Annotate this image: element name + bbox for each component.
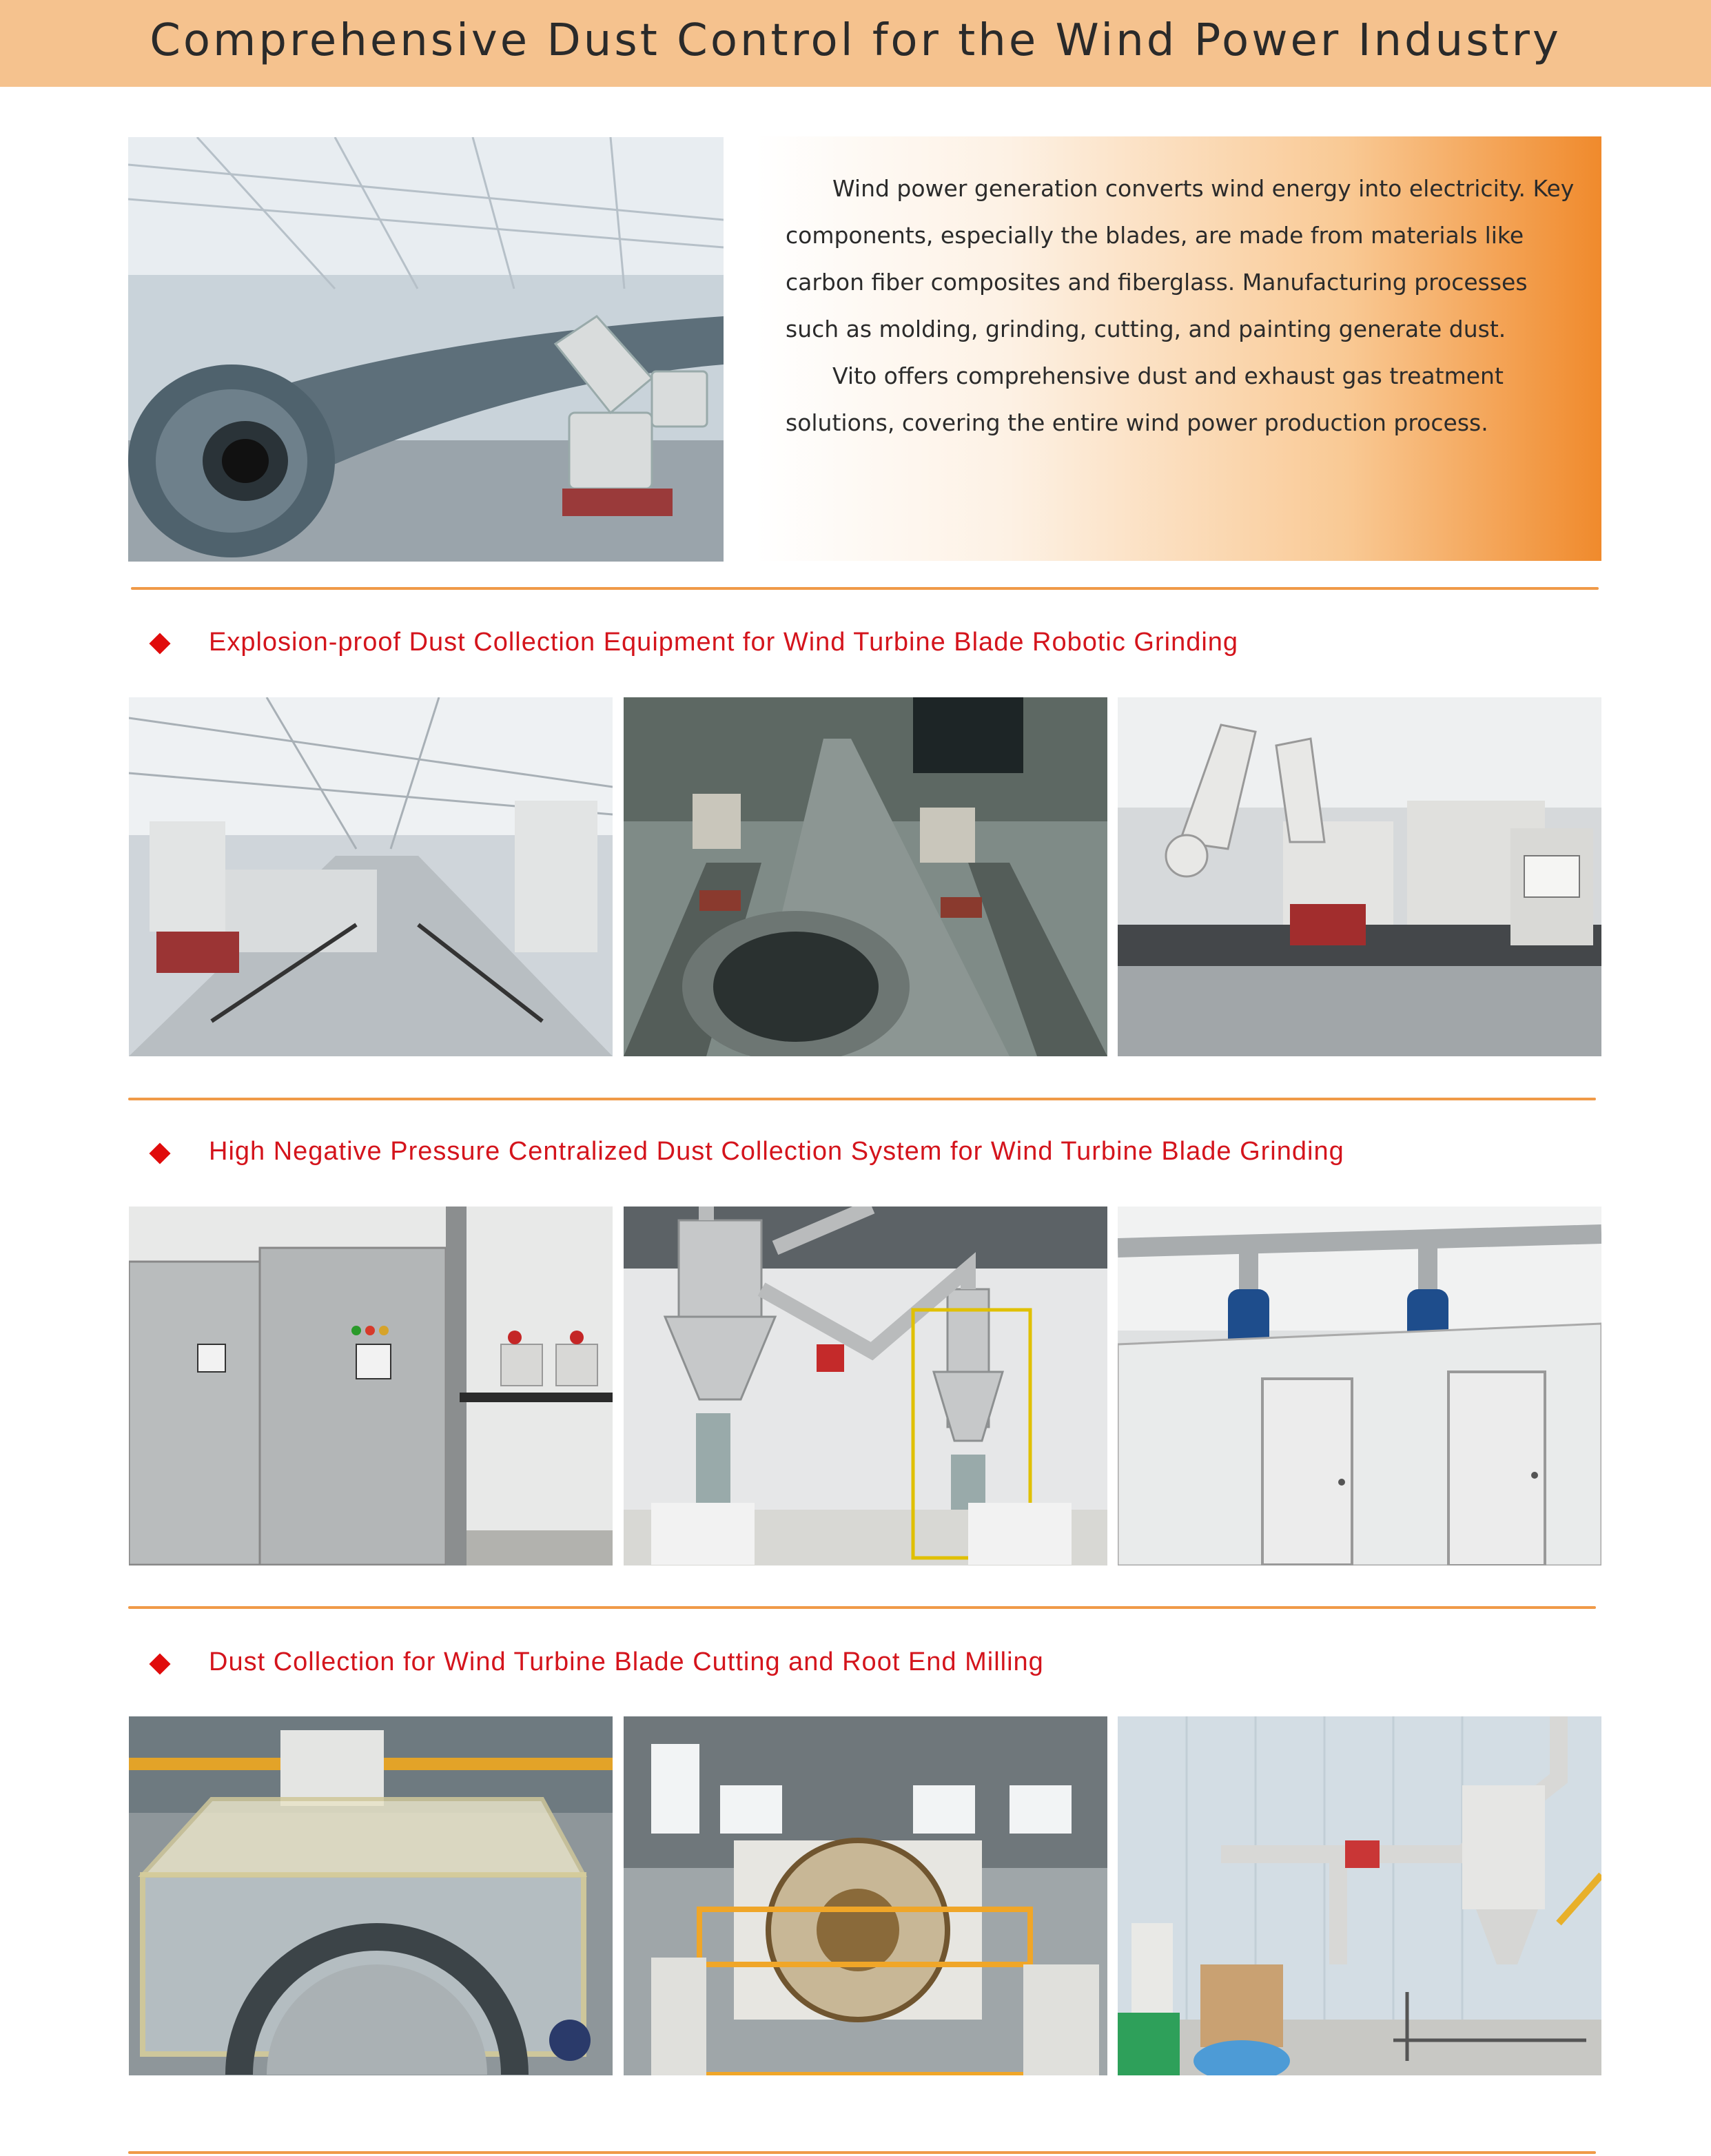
section-photo — [624, 1207, 1107, 1565]
intro-paragraph: Wind power generation converts wind energy into electricity. Key components, especially the blades, are made from materials like carbon fiber composites and fiberglass. Manufacturing processes such as molding, grinding, cutting, and painting generate dust. — [786, 175, 1575, 342]
diamond-bullet-icon — [149, 633, 170, 654]
section-title: Dust Collection for Wind Turbine Blade Cutting and Root End Milling — [209, 1647, 1044, 1676]
intro-text — [786, 165, 1585, 446]
diamond-bullet-icon — [149, 1653, 170, 1674]
section-photo — [129, 1207, 613, 1565]
intro-photo-blade-factory — [128, 137, 724, 562]
section-photo — [129, 1716, 613, 2075]
section-title: Explosion-proof Dust Collection Equipment for Wind Turbine Blade Robotic Grinding — [209, 628, 1239, 657]
section-divider — [128, 1606, 1596, 1609]
section-divider — [128, 2151, 1596, 2154]
page-title: Comprehensive Dust Control for the Wind Power Industry — [150, 15, 1561, 66]
section-divider — [128, 1098, 1596, 1100]
diamond-bullet-icon — [149, 1142, 170, 1164]
section-photo — [624, 697, 1107, 1056]
section-photo — [129, 697, 613, 1056]
section-photo — [1118, 697, 1601, 1056]
section-photo — [624, 1716, 1107, 2075]
section-divider — [131, 587, 1599, 590]
section-title: High Negative Pressure Centralized Dust Collection System for Wind Turbine Blade Grinding — [209, 1137, 1344, 1166]
intro-paragraph: Vito offers comprehensive dust and exhaust gas treatment solutions, covering the entire wind power production process. — [786, 362, 1504, 436]
section-photo — [1118, 1716, 1601, 2075]
section-photo — [1118, 1207, 1601, 1565]
